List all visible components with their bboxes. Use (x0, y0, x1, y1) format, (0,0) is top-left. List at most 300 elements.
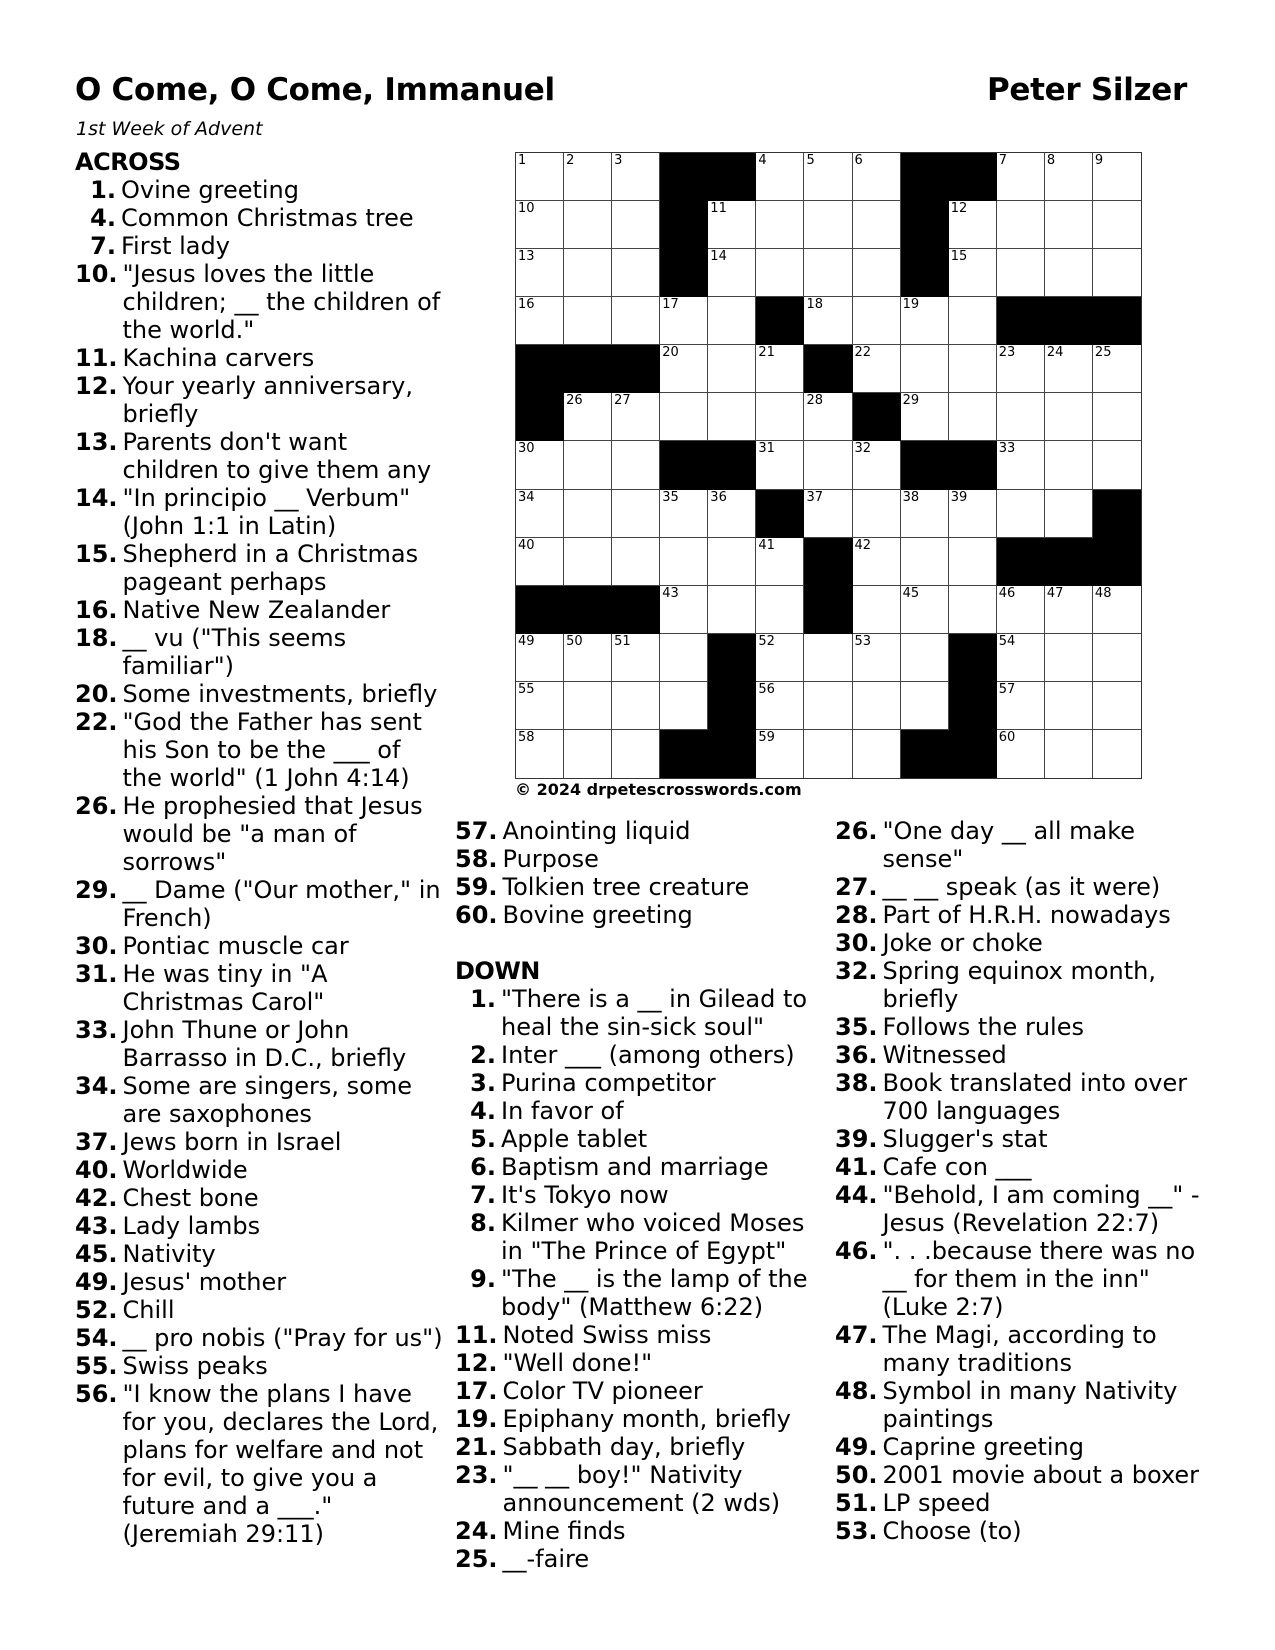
grid-cell[interactable] (949, 538, 997, 586)
clue-text: Bovine greeting (502, 901, 693, 929)
grid-cell[interactable] (1045, 730, 1093, 778)
grid-cell[interactable] (804, 490, 852, 538)
grid-cell[interactable] (901, 634, 949, 682)
grid-cell[interactable] (564, 297, 612, 345)
grid-cell[interactable] (756, 538, 804, 586)
grid-cell[interactable] (612, 682, 660, 730)
clue-number: 8. (470, 1209, 496, 1237)
clue-text: Color TV pioneer (502, 1377, 703, 1405)
clue-number: 14. (75, 484, 118, 512)
clue-number: 42. (75, 1184, 118, 1212)
grid-cell[interactable] (564, 538, 612, 586)
down-clue-17[interactable] (455, 1377, 825, 1405)
down-clue-24[interactable] (455, 1517, 825, 1545)
grid-cell[interactable] (1045, 345, 1093, 393)
clue-number: 59. (455, 873, 498, 901)
clue-text: It's Tokyo now (501, 1181, 669, 1209)
cell-number: 10 (518, 201, 535, 217)
grid-cell[interactable] (853, 634, 901, 682)
down-clue-6[interactable] (455, 1153, 825, 1181)
grid-cell[interactable] (901, 586, 949, 634)
clue-number: 46. (835, 1237, 878, 1265)
grid-cell[interactable] (516, 201, 564, 249)
grid-cell[interactable] (564, 730, 612, 778)
down-clue-12[interactable] (455, 1349, 825, 1377)
clue-text: __-faire (502, 1545, 590, 1573)
grid-cell[interactable] (516, 249, 564, 297)
grid-cell[interactable] (756, 249, 804, 297)
clue-number: 7. (470, 1181, 496, 1209)
across-clue-22[interactable] (75, 708, 443, 792)
across-clue-40[interactable] (75, 1156, 443, 1184)
grid-cell[interactable] (804, 634, 852, 682)
grid-cell[interactable] (1045, 490, 1093, 538)
grid-cell[interactable] (756, 393, 804, 441)
clue-text: "Well done!" (502, 1349, 653, 1377)
grid-cell[interactable] (1093, 345, 1141, 393)
across-clue-18[interactable] (75, 624, 443, 680)
black-square (1045, 538, 1093, 586)
grid-cell[interactable] (1045, 249, 1093, 297)
down-clue-41[interactable] (835, 1153, 1205, 1181)
across-clue-55[interactable] (75, 1352, 443, 1380)
clue-text: "The __ is the lamp of the body" (Matthew 6:22) (501, 1265, 808, 1321)
down-clue-46[interactable] (835, 1237, 1205, 1321)
black-square (516, 345, 564, 393)
clue-text: __ vu ("This seems familiar") (122, 624, 347, 680)
grid-cell[interactable] (901, 538, 949, 586)
across-clue-4[interactable] (75, 204, 443, 232)
down-clue-35[interactable] (835, 1013, 1205, 1041)
grid-cell[interactable] (756, 634, 804, 682)
cell-number: 1 (518, 153, 527, 168)
across-clue-60[interactable] (455, 901, 825, 929)
grid-cell[interactable] (612, 490, 660, 538)
cell-number: 8 (1046, 153, 1056, 168)
grid-cell[interactable] (612, 538, 660, 586)
black-square (804, 345, 852, 393)
cell-number: 47 (1046, 585, 1064, 601)
grid-cell[interactable] (708, 586, 756, 634)
black-square (756, 297, 804, 345)
grid-cell[interactable] (853, 441, 901, 489)
grid-cell[interactable] (1093, 682, 1141, 730)
grid-cell[interactable] (1045, 201, 1093, 249)
across-clue-33[interactable] (75, 1016, 443, 1072)
black-square (708, 153, 756, 201)
clue-column-2 (455, 817, 825, 1573)
down-clue-48[interactable] (835, 1377, 1205, 1433)
cell-number: 57 (998, 681, 1016, 697)
grid-cell[interactable] (804, 153, 852, 201)
grid-cell[interactable] (1093, 201, 1141, 249)
across-clue-7[interactable] (75, 232, 443, 260)
down-clue-1[interactable] (455, 985, 825, 1041)
down-clue-4[interactable] (455, 1097, 825, 1125)
cell-number: 32 (854, 441, 872, 457)
down-clue-8[interactable] (455, 1209, 825, 1265)
black-square (660, 730, 708, 778)
clue-text: 2001 movie about a boxer (882, 1461, 1200, 1489)
clue-number: 4. (470, 1097, 496, 1125)
across-clue-14[interactable] (75, 484, 443, 540)
across-clue-42[interactable] (75, 1184, 443, 1212)
grid-cell[interactable] (516, 490, 564, 538)
grid-cell[interactable] (564, 682, 612, 730)
grid-cell[interactable] (1045, 393, 1093, 441)
across-clue-16[interactable] (75, 596, 443, 624)
grid-cell[interactable] (1093, 393, 1141, 441)
cell-number: 22 (854, 345, 872, 361)
grid-cell[interactable] (612, 297, 660, 345)
cell-number: 37 (806, 489, 823, 505)
cell-number: 21 (758, 345, 775, 361)
down-clue-23[interactable] (455, 1461, 825, 1517)
down-clue-19[interactable] (455, 1405, 825, 1433)
clue-number: 30. (75, 932, 118, 960)
grid-cell[interactable] (901, 345, 949, 393)
grid-cell[interactable] (949, 490, 997, 538)
clue-number: 11. (455, 1321, 498, 1349)
cell-number: 17 (662, 297, 679, 313)
down-clue-36[interactable] (835, 1041, 1205, 1069)
grid-cell[interactable] (612, 201, 660, 249)
down-clue-27[interactable] (835, 873, 1205, 901)
grid-cell[interactable] (756, 345, 804, 393)
grid-cell[interactable] (708, 490, 756, 538)
grid-cell[interactable] (949, 586, 997, 634)
grid-cell[interactable] (708, 393, 756, 441)
grid-cell[interactable] (853, 345, 901, 393)
grid-cell[interactable] (516, 730, 564, 778)
grid-cell[interactable] (756, 201, 804, 249)
grid-cell[interactable] (660, 586, 708, 634)
down-clue-53[interactable] (835, 1517, 1205, 1545)
grid-cell[interactable] (564, 393, 612, 441)
grid-cell[interactable] (564, 634, 612, 682)
grid-cell[interactable] (516, 153, 564, 201)
down-clue-26[interactable] (835, 817, 1205, 873)
down-clue-51[interactable] (835, 1489, 1205, 1517)
grid-cell[interactable] (997, 249, 1045, 297)
grid-cell[interactable] (1045, 682, 1093, 730)
cell-number: 23 (998, 345, 1016, 361)
across-clue-13[interactable] (75, 428, 443, 484)
across-clue-10[interactable] (75, 260, 443, 344)
across-clue-45[interactable] (75, 1240, 443, 1268)
grid-cell[interactable] (612, 249, 660, 297)
across-clue-12[interactable] (75, 372, 443, 428)
clue-number: 7. (90, 232, 116, 260)
black-square (853, 393, 901, 441)
grid-cell[interactable] (756, 153, 804, 201)
down-clue-5[interactable] (455, 1125, 825, 1153)
grid-cell[interactable] (564, 249, 612, 297)
across-heading: ACROSS (75, 148, 181, 176)
grid-cell[interactable] (853, 490, 901, 538)
across-clue-57[interactable] (455, 817, 825, 845)
down-clue-44[interactable] (835, 1181, 1205, 1237)
black-square (997, 297, 1045, 345)
grid-cell[interactable] (1093, 441, 1141, 489)
down-clue-25[interactable] (455, 1545, 825, 1573)
clue-number: 6. (470, 1153, 496, 1181)
clue-number: 29. (75, 876, 118, 904)
across-clue-43[interactable] (75, 1212, 443, 1240)
grid-cell[interactable] (1045, 634, 1093, 682)
grid-cell[interactable] (660, 538, 708, 586)
grid-cell[interactable] (612, 153, 660, 201)
cell-number: 31 (758, 441, 775, 457)
grid-cell[interactable] (804, 441, 852, 489)
down-clue-38[interactable] (835, 1069, 1205, 1125)
clue-text: He was tiny in "A Christmas Carol" (122, 960, 328, 1016)
cell-number: 28 (806, 393, 823, 409)
grid-cell[interactable] (516, 441, 564, 489)
grid-cell[interactable] (564, 153, 612, 201)
down-clue-3[interactable] (455, 1069, 825, 1097)
clue-number: 49. (75, 1268, 118, 1296)
cell-number: 12 (950, 201, 968, 217)
grid-cell[interactable] (997, 730, 1045, 778)
grid-cell[interactable] (997, 393, 1045, 441)
black-square (804, 538, 852, 586)
grid-cell[interactable] (708, 297, 756, 345)
grid-cell[interactable] (997, 682, 1045, 730)
across-clue-15[interactable] (75, 540, 443, 596)
grid-cell[interactable] (901, 490, 949, 538)
down-clue-28[interactable] (835, 901, 1205, 929)
grid-cell[interactable] (997, 153, 1045, 201)
clue-text: Pontiac muscle car (122, 932, 349, 960)
clue-number: 58. (455, 845, 498, 873)
black-square (1093, 538, 1141, 586)
clue-number: 26. (75, 792, 118, 820)
clue-text: Kachina carvers (122, 344, 315, 372)
cell-number: 6 (854, 153, 863, 168)
clue-text: Purina competitor (501, 1069, 716, 1097)
across-clue-59[interactable] (455, 873, 825, 901)
grid-cell[interactable] (804, 297, 852, 345)
grid-cell[interactable] (612, 730, 660, 778)
across-clue-31[interactable] (75, 960, 443, 1016)
cell-number: 39 (950, 489, 968, 505)
across-clue-30[interactable] (75, 932, 443, 960)
clue-text: In favor of (501, 1097, 624, 1125)
grid-cell[interactable] (756, 586, 804, 634)
down-clue-30[interactable] (835, 929, 1205, 957)
grid-cell[interactable] (1093, 153, 1141, 201)
across-clue-52[interactable] (75, 1296, 443, 1324)
across-clue-49[interactable] (75, 1268, 443, 1296)
cell-number: 27 (614, 393, 631, 409)
grid-cell[interactable] (1093, 730, 1141, 778)
grid-cell[interactable] (853, 153, 901, 201)
grid-cell[interactable] (516, 297, 564, 345)
cell-number: 4 (758, 153, 767, 168)
clue-number: 35. (835, 1013, 878, 1041)
down-clue-32[interactable] (835, 957, 1205, 1013)
clue-text: ". . .because there was no __ for them in the inn" (Luke 2:7) (882, 1237, 1196, 1321)
grid-cell[interactable] (660, 682, 708, 730)
grid-cell[interactable] (564, 201, 612, 249)
grid-cell[interactable] (949, 201, 997, 249)
clue-number: 16. (75, 596, 118, 624)
clue-number: 40. (75, 1156, 118, 1184)
clue-text: John Thune or John Barrasso in D.C., briefly (122, 1016, 407, 1072)
cell-number: 13 (518, 249, 535, 265)
grid-cell[interactable] (949, 249, 997, 297)
clue-number: 2. (470, 1041, 496, 1069)
down-clue-11[interactable] (455, 1321, 825, 1349)
grid-cell[interactable] (804, 249, 852, 297)
clue-number: 44. (835, 1181, 878, 1209)
clue-number: 54. (75, 1324, 118, 1352)
grid-cell[interactable] (660, 490, 708, 538)
grid-cell[interactable] (660, 297, 708, 345)
grid-cell[interactable] (901, 297, 949, 345)
grid-cell[interactable] (804, 682, 852, 730)
grid-cell[interactable] (804, 201, 852, 249)
grid-cell[interactable] (756, 730, 804, 778)
clue-number: 19. (455, 1405, 498, 1433)
clue-number: 10. (75, 260, 118, 288)
grid-cell[interactable] (997, 441, 1045, 489)
grid-cell[interactable] (853, 586, 901, 634)
grid-cell[interactable] (853, 249, 901, 297)
grid-cell[interactable] (1045, 441, 1093, 489)
down-clue-21[interactable] (455, 1433, 825, 1461)
clue-text: Book translated into over 700 languages (882, 1069, 1188, 1125)
grid-cell[interactable] (708, 345, 756, 393)
across-clue-37[interactable] (75, 1128, 443, 1156)
clue-number: 38. (835, 1069, 878, 1097)
across-clue-1[interactable] (75, 176, 443, 204)
clue-number: 56. (75, 1380, 118, 1408)
down-clue-7[interactable] (455, 1181, 825, 1209)
grid-cell[interactable] (660, 393, 708, 441)
grid-cell[interactable] (612, 441, 660, 489)
grid-cell[interactable] (997, 490, 1045, 538)
clue-number: 37. (75, 1128, 118, 1156)
across-clue-56[interactable] (75, 1380, 443, 1548)
grid-cell[interactable] (1045, 586, 1093, 634)
grid-cell[interactable] (516, 538, 564, 586)
grid-cell[interactable] (516, 634, 564, 682)
cell-number: 15 (950, 249, 968, 265)
down-clue-39[interactable] (835, 1125, 1205, 1153)
across-clue-20[interactable] (75, 680, 443, 708)
clue-text: "__ __ boy!" Nativity announcement (2 wds) (502, 1461, 781, 1517)
clue-number: 33. (75, 1016, 118, 1044)
cell-number: 34 (518, 489, 535, 505)
grid-cell[interactable] (708, 201, 756, 249)
grid-cell[interactable] (997, 634, 1045, 682)
clue-text: Caprine greeting (882, 1433, 1084, 1461)
clue-text: Slugger's stat (882, 1125, 1048, 1153)
grid-cell[interactable] (564, 490, 612, 538)
grid-cell[interactable] (612, 634, 660, 682)
down-clue-2[interactable] (455, 1041, 825, 1069)
black-square (901, 441, 949, 489)
grid-cell[interactable] (804, 393, 852, 441)
grid-cell[interactable] (901, 393, 949, 441)
clue-number: 5. (470, 1125, 496, 1153)
cell-number: 49 (518, 633, 535, 649)
grid-cell[interactable] (1093, 586, 1141, 634)
grid-cell[interactable] (1045, 153, 1093, 201)
cell-number: 20 (662, 345, 679, 361)
clue-text: Parents don't want children to give them any (122, 428, 432, 484)
across-clue-26[interactable] (75, 792, 443, 876)
cell-number: 24 (1046, 345, 1064, 361)
grid-cell[interactable] (853, 201, 901, 249)
grid-cell[interactable] (901, 682, 949, 730)
grid-cell[interactable] (756, 441, 804, 489)
grid-cell[interactable] (997, 586, 1045, 634)
clue-text: First lady (121, 232, 230, 260)
black-square (660, 201, 708, 249)
grid-cell[interactable] (949, 297, 997, 345)
across-clue-29[interactable] (75, 876, 443, 932)
grid-cell[interactable] (564, 441, 612, 489)
down-clue-49[interactable] (835, 1433, 1205, 1461)
grid-cell[interactable] (708, 538, 756, 586)
grid-cell[interactable] (949, 393, 997, 441)
clue-number: 36. (835, 1041, 878, 1069)
grid-cell[interactable] (756, 682, 804, 730)
grid-cell[interactable] (660, 345, 708, 393)
cell-number: 55 (518, 681, 535, 697)
clue-number: 4. (90, 204, 116, 232)
grid-cell[interactable] (853, 538, 901, 586)
down-clue-50[interactable] (835, 1461, 1205, 1489)
grid-cell[interactable] (853, 297, 901, 345)
grid-cell[interactable] (853, 730, 901, 778)
grid-cell[interactable] (853, 682, 901, 730)
puzzle-subtitle: 1st Week of Advent (76, 118, 263, 140)
black-square (564, 586, 612, 634)
cell-number: 30 (518, 441, 535, 457)
clue-text: __ Dame ("Our mother," in French) (122, 876, 441, 932)
black-square (564, 345, 612, 393)
grid-cell[interactable] (1093, 249, 1141, 297)
down-clue-47[interactable] (835, 1321, 1205, 1377)
cell-number: 41 (758, 537, 775, 553)
clue-number: 48. (835, 1377, 878, 1405)
grid-cell[interactable] (997, 201, 1045, 249)
puzzle-author: Peter Silzer (986, 72, 1187, 108)
grid-cell[interactable] (612, 393, 660, 441)
grid-cell[interactable] (804, 730, 852, 778)
cell-number: 3 (614, 153, 623, 168)
clue-text: Witnessed (882, 1041, 1007, 1069)
grid-cell[interactable] (516, 682, 564, 730)
across-clue-58[interactable] (455, 845, 825, 873)
clue-text: __ pro nobis ("Pray for us") (122, 1324, 443, 1352)
grid-cell[interactable] (997, 345, 1045, 393)
grid-cell[interactable] (660, 634, 708, 682)
grid-cell[interactable] (949, 345, 997, 393)
across-clue-54[interactable] (75, 1324, 443, 1352)
across-clue-11[interactable] (75, 344, 443, 372)
clue-number: 55. (75, 1352, 118, 1380)
across-clue-34[interactable] (75, 1072, 443, 1128)
down-clue-9[interactable] (455, 1265, 825, 1321)
grid-cell[interactable] (708, 249, 756, 297)
grid-cell[interactable] (1093, 634, 1141, 682)
clue-number: 30. (835, 929, 878, 957)
